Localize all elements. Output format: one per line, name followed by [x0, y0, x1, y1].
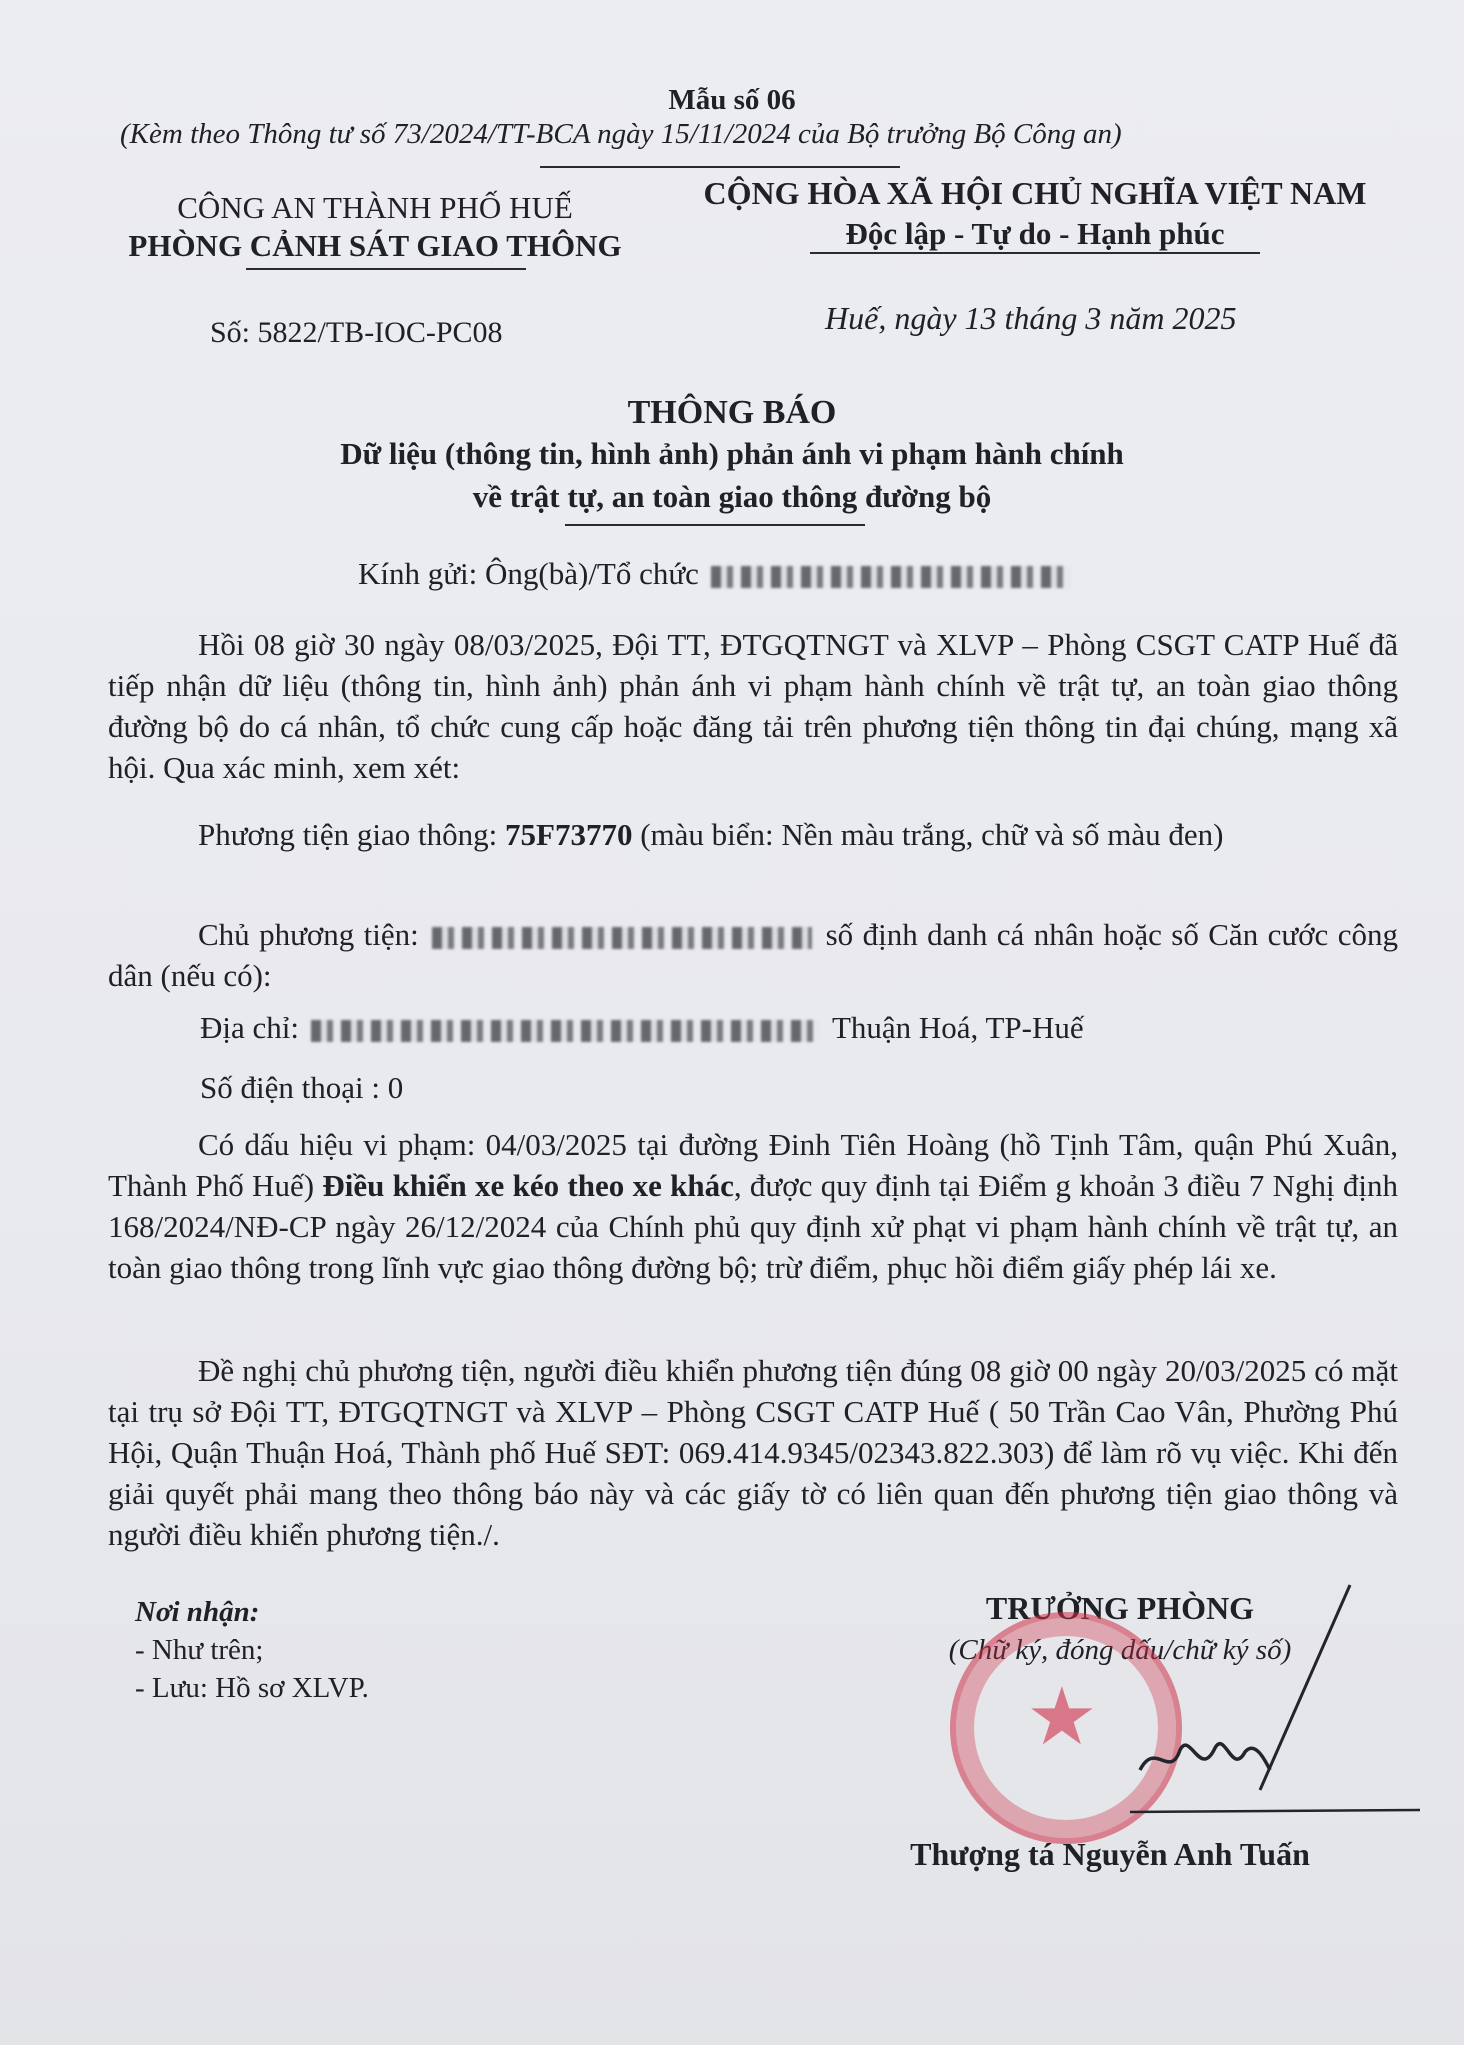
agency-name: PHÒNG CẢNH SÁT GIAO THÔNG [128, 228, 622, 263]
owner-info [108, 914, 1398, 996]
violation-paragraph [108, 1124, 1398, 1288]
national-motto: Độc lập - Tự do - Hạnh phúc [845, 216, 1225, 251]
paragraph-received-text: Hồi 08 giờ 30 ngày 08/03/2025, Đội TT, ĐTGQTNGT và XLVP – Phòng CSGT CATP Huế đã tiếp nhận dữ liệu (thông tin, hình ảnh) phản ánh vi phạm hành chính về trật tự, an toàn giao thông đường bộ do cá nhân, tổ chức cung cấp hoặc đăng tải trên phương tiện thông tin đại chúng, mạng xã hội. Qua xác minh, xem xét: [108, 627, 1398, 785]
recipients-title: Nơi nhận: [135, 1596, 260, 1628]
redacted-recipient [711, 566, 1071, 588]
form-number: Mẫu số 06 [668, 84, 796, 116]
title-underline [565, 524, 865, 526]
form-reference: (Kèm theo Thông tư số 73/2024/TT-BCA ngày 15/11/2024 của Bộ trưởng Bộ Công an) [120, 118, 1122, 150]
address-label: Địa chỉ: [200, 1010, 307, 1045]
vehicle-plate-color: (màu biển: Nền màu trắng, chữ và số màu đen) [632, 817, 1224, 852]
document-subtitle-2: về trật tự, an toàn giao thông đường bộ [472, 479, 992, 514]
owner-id-text: số định danh cá nhân hoặc số Căn cước công dân (nếu có): [108, 917, 1398, 993]
phone-line: Số điện thoại : 0 [200, 1070, 404, 1105]
agency-parent: CÔNG AN THÀNH PHỐ HUẾ [177, 190, 573, 225]
request-text: Đề nghị chủ phương tiện, người điều khiển phương tiện đúng 08 giờ 00 ngày 20/03/2025 có mặt tại trụ sở Đội TT, ĐTGQTNGT và XLVP – Phòng CSGT CATP Huế ( 50 Trần Cao Vân, Phường Phú Hội, Quận Thuận Hoá, Thành phố Huế SĐT: 069.414.9345/02343.822.303) để làm rõ vụ việc. Khi đến giải quyết phải mang theo thông báo này và các giấy tờ có liên quan đến phương tiện giao thông và người điều khiển phương tiện./. [108, 1353, 1398, 1552]
recipient-label: Kính gửi: Ông(bà)/Tổ chức [358, 556, 699, 591]
request-paragraph [108, 1350, 1398, 1555]
redacted-address [311, 1020, 821, 1042]
recipient-line [358, 556, 1075, 592]
agency-underline [246, 268, 526, 270]
signer-title: TRƯỞNG PHÒNG [985, 1590, 1255, 1626]
violation-act: Điều khiển xe kéo theo xe khác [322, 1168, 734, 1203]
signer-note: (Chữ ký, đóng dấu/chữ ký số) [948, 1634, 1292, 1666]
recipient-item-2: - Lưu: Hồ sơ XLVP. [135, 1672, 369, 1704]
document-subtitle-1: Dữ liệu (thông tin, hình ảnh) phản ánh vi phạm hành chính [340, 436, 1124, 471]
paragraph-received [108, 624, 1398, 788]
motto-underline [810, 252, 1260, 254]
owner-label: Chủ phương tiện: [198, 917, 429, 952]
reference-underline [540, 166, 900, 168]
violation-text-pre: Có dấu hiệu vi phạm: 04/03/2025 tại đường Đinh Tiên Hoàng (hồ Tịnh Tâm, quận Phú Xuân, Thành Phố Huế) [108, 1127, 1398, 1203]
violation-text-post: , được quy định tại Điểm g khoản 3 điều 7 Nghị định 168/2024/NĐ-CP ngày 26/12/2024 của Chính phủ quy định xử phạt vi phạm hành chính về trật tự, an toàn giao thông trong lĩnh vực giao thông đường bộ; trừ điểm, phục hồi điểm giấy phép lái xe. [108, 1168, 1398, 1285]
signer-name: Thượng tá Nguyễn Anh Tuấn [910, 1836, 1310, 1872]
address-city: Thuận Hoá, TP-Huế [831, 1010, 1084, 1045]
vehicle-info [108, 814, 1398, 855]
vehicle-label: Phương tiện giao thông: [198, 817, 506, 852]
recipient-item-1: - Như trên; [135, 1634, 264, 1666]
document-title: THÔNG BÁO [627, 394, 837, 431]
nation-name: CỘNG HÒA XÃ HỘI CHỦ NGHĨA VIỆT NAM [703, 175, 1367, 211]
address-line [200, 1010, 1084, 1046]
redacted-owner [432, 927, 812, 949]
place-date: Huế, ngày 13 tháng 3 năm 2025 [825, 300, 1237, 336]
vehicle-plate: 75F73770 [505, 817, 633, 852]
document-number: Số: 5822/TB-IOC-PC08 [210, 316, 503, 349]
signature [1120, 1580, 1420, 1840]
seal-star-icon: ★ [1026, 1674, 1098, 1762]
